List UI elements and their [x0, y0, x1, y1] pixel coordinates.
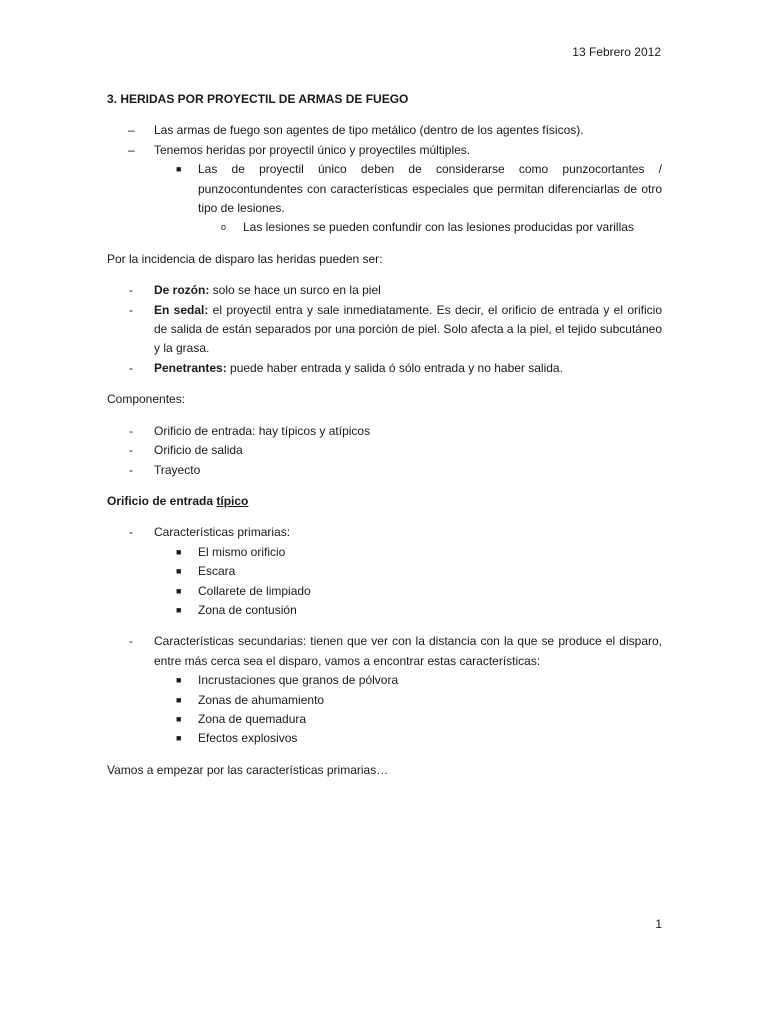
document-body	[107, 90, 662, 792]
list-item	[107, 632, 662, 748]
list-item-text: Las lesiones se pueden confundir con las lesiones producidas por varillas	[243, 220, 634, 235]
list-item	[107, 121, 662, 140]
list-item	[107, 281, 662, 300]
hyphen-bullet-icon: -	[129, 360, 133, 375]
hyphen-bullet-icon: -	[129, 283, 133, 298]
en-dash-bullet-icon: –	[128, 142, 135, 157]
hyphen-bullet-icon: -	[129, 423, 133, 438]
list-item-text: Incrustaciones que granos de pólvora	[198, 673, 399, 688]
section-title: 3. HERIDAS POR PROYECTIL DE ARMAS DE FUEGO	[107, 92, 409, 106]
list-item-text: solo se hace un surco en la piel	[209, 283, 381, 298]
list-item-text: Orificio de entrada: hay típicos y atípicos	[154, 423, 371, 438]
list-item-text: puede haber entrada y salida ó sólo entrada y no haber salida.	[226, 360, 563, 375]
list-item-text: Zona de quemadura	[198, 711, 307, 726]
circle-bullet-icon: o	[221, 222, 227, 233]
list-item-term: En sedal:	[154, 302, 209, 317]
list-item	[154, 671, 662, 690]
list-item	[107, 461, 662, 480]
list-item	[154, 601, 662, 620]
list-item-text: Efectos explosivos	[198, 731, 298, 746]
spacer	[154, 620, 662, 632]
list-item	[154, 729, 662, 748]
list-item	[154, 160, 662, 238]
list-item-text: Collarete de limpiado	[198, 583, 311, 598]
list-item	[107, 523, 662, 632]
list-item	[107, 141, 662, 238]
square-bullet-icon: ■	[176, 733, 182, 744]
list-item-text: Las armas de fuego son agentes de tipo metálico (dentro de los agentes físicos).	[154, 123, 584, 138]
secondary-sublist	[154, 671, 662, 749]
closing-text: Vamos a empezar por las características primarias…	[107, 762, 389, 777]
hyphen-bullet-icon: -	[129, 443, 133, 458]
list-item-term: Penetrantes:	[154, 360, 227, 375]
hyphen-bullet-icon: -	[129, 525, 133, 540]
square-bullet-icon: ■	[176, 164, 182, 175]
document-date: 13 Febrero 2012	[572, 45, 661, 59]
list-item	[154, 710, 662, 729]
square-bullet-icon: ■	[176, 713, 182, 724]
list-item	[107, 441, 662, 460]
square-bullet-icon: ■	[176, 694, 182, 705]
list-item-text: Trayecto	[154, 462, 201, 477]
list-item-term: De rozón:	[154, 283, 210, 298]
list-item	[154, 562, 662, 581]
list-item-text: Tenemos heridas por proyectil único y proyectiles múltiples.	[154, 142, 471, 157]
list-item-text: Las de proyectil único deben de considerarse como punzocortantes / punzocontundentes con características especiales que permitan diferenciarlas de otro tipo de lesiones.	[198, 162, 662, 216]
list-item	[154, 582, 662, 601]
list-item-text: el proyectil entra y sale inmediatamente. Es decir, el orificio de entrada y el orificio de salida de están separados por una porción de piel. Solo afecta a la piel, el tejido subcutáneo y la grasa.	[154, 302, 662, 356]
components-list	[107, 422, 662, 480]
entry-heading	[107, 492, 662, 511]
square-bullet-icon: ■	[176, 675, 182, 686]
hyphen-bullet-icon: -	[129, 302, 133, 317]
components-heading: Componentes:	[107, 392, 186, 407]
list-item-text: Orificio de salida	[154, 443, 243, 458]
square-bullet-icon: ■	[176, 585, 182, 596]
incidence-heading: Por la incidencia de disparo las heridas pueden ser:	[107, 251, 383, 266]
list-item-text: Características secundarias: tienen que ver con la distancia con la que se produce el disparo, entre más cerca sea el disparo, vamos a encontrar estas características:	[154, 634, 662, 668]
en-dash-bullet-icon: –	[128, 123, 135, 138]
intro-sublist	[154, 160, 662, 238]
list-item-text: Zonas de ahumamiento	[198, 692, 325, 707]
entry-heading-prefix: Orificio de entrada	[107, 493, 217, 508]
intro-subsublist	[198, 218, 662, 237]
list-item-text: Escara	[198, 564, 236, 579]
square-bullet-icon: ■	[176, 604, 182, 615]
list-item	[154, 543, 662, 562]
list-item-text: El mismo orificio	[198, 544, 286, 559]
list-item	[198, 218, 662, 237]
list-item-text: Características primarias:	[154, 525, 291, 540]
list-item	[107, 359, 662, 378]
primary-sublist	[154, 543, 662, 621]
hyphen-bullet-icon: -	[129, 634, 133, 649]
incidence-list	[107, 281, 662, 378]
square-bullet-icon: ■	[176, 566, 182, 577]
list-item-text: Zona de contusión	[198, 602, 297, 617]
intro-list	[107, 121, 662, 237]
square-bullet-icon: ■	[176, 546, 182, 557]
list-item	[107, 301, 662, 359]
entry-heading-underlined: típico	[216, 493, 249, 508]
list-item	[154, 691, 662, 710]
hyphen-bullet-icon: -	[129, 462, 133, 477]
primary-list	[107, 523, 662, 748]
list-item	[107, 422, 662, 441]
page-number: 1	[655, 917, 662, 931]
